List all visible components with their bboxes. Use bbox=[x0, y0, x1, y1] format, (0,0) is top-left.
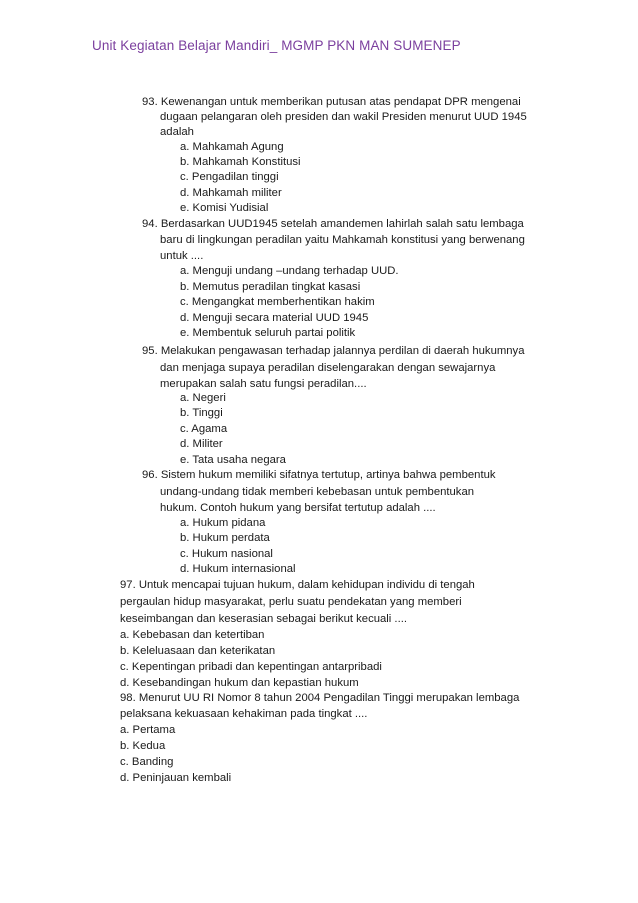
question-93-line: 93. Kewenangan untuk memberikan putusan atas pendapat DPR mengenai bbox=[142, 96, 521, 108]
question-93-line: adalah bbox=[160, 126, 194, 138]
question-96-option: b. Hukum perdata bbox=[180, 532, 270, 544]
question-96-option: c. Hukum nasional bbox=[180, 548, 273, 560]
question-95-option: c. Agama bbox=[180, 423, 228, 435]
question-94-option: c. Mengangkat memberhentikan hakim bbox=[180, 296, 375, 308]
question-95-option: a. Negeri bbox=[180, 392, 226, 404]
question-97-option: c. Kepentingan pribadi dan kepentingan antarpribadi bbox=[120, 661, 382, 673]
question-94-option: e. Membentuk seluruh partai politik bbox=[180, 327, 356, 339]
question-94-option: d. Menguji secara material UUD 1945 bbox=[180, 312, 369, 324]
question-98-option: c. Banding bbox=[120, 756, 174, 768]
question-94-option: b. Memutus peradilan tingkat kasasi bbox=[180, 281, 361, 293]
question-97-line: 97. Untuk mencapai tujuan hukum, dalam kehidupan individu di tengah bbox=[120, 579, 475, 591]
question-96-line: 96. Sistem hukum memiliki sifatnya tertutup, artinya bahwa pembentuk bbox=[142, 469, 496, 481]
question-98-option: a. Pertama bbox=[120, 724, 176, 736]
question-95-line: 95. Melakukan pengawasan terhadap jalannya perdilan di daerah hukumnya bbox=[142, 345, 525, 357]
question-97-line: keseimbangan dan keserasian sebagai berikut kecuali .... bbox=[120, 613, 407, 625]
question-96-line: undang-undang tidak memberi kebebasan untuk pembentukan bbox=[160, 486, 475, 498]
question-93-option: c. Pengadilan tinggi bbox=[180, 171, 279, 183]
question-93-option: d. Mahkamah militer bbox=[180, 187, 282, 199]
question-97-option: b. Keleluasaan dan keterikatan bbox=[120, 645, 276, 657]
question-93-line: dugaan pelangaran oleh presiden dan wakil Presiden menurut UUD 1945 bbox=[160, 111, 527, 123]
question-96-line: hukum. Contoh hukum yang bersifat tertutup adalah .... bbox=[160, 502, 436, 514]
question-93-option: b. Mahkamah Konstitusi bbox=[180, 156, 301, 168]
question-93-option: e. Komisi Yudisial bbox=[180, 202, 269, 214]
question-94-line: 94. Berdasarkan UUD1945 setelah amandemen lahirlah salah satu lembaga bbox=[142, 218, 524, 230]
question-95-option: d. Militer bbox=[180, 438, 223, 450]
question-94-line: baru di lingkungan peradilan yaitu Mahkamah konstitusi yang berwenang bbox=[160, 234, 525, 246]
question-97-option: d. Kesebandingan hukum dan kepastian hukum bbox=[120, 677, 359, 689]
question-96-option: d. Hukum internasional bbox=[180, 563, 296, 575]
question-95-option: b. Tinggi bbox=[180, 407, 223, 419]
question-98-option: b. Kedua bbox=[120, 740, 166, 752]
question-97-line: pergaulan hidup masyarakat, perlu suatu pendekatan yang memberi bbox=[120, 596, 462, 608]
question-95-line: merupakan salah satu fungsi peradilan.... bbox=[160, 378, 367, 390]
page-header: Unit Kegiatan Belajar Mandiri_ MGMP PKN MAN SUMENEP bbox=[92, 38, 461, 53]
question-98-line: 98. Menurut UU RI Nomor 8 tahun 2004 Pengadilan Tinggi merupakan lembaga bbox=[120, 692, 520, 704]
question-95-option: e. Tata usaha negara bbox=[180, 454, 286, 466]
question-96-option: a. Hukum pidana bbox=[180, 517, 266, 529]
question-98-option: d. Peninjauan kembali bbox=[120, 772, 232, 784]
question-94-option: a. Menguji undang –undang terhadap UUD. bbox=[180, 265, 399, 277]
question-98-line: pelaksana kekuasaan kehakiman pada tingkat .... bbox=[120, 708, 368, 720]
question-97-option: a. Kebebasan dan ketertiban bbox=[120, 629, 265, 641]
question-95-line: dan menjaga supaya peradilan diselengarakan dengan sewajarnya bbox=[160, 362, 496, 374]
question-93-option: a. Mahkamah Agung bbox=[180, 141, 284, 153]
question-94-line: untuk .... bbox=[160, 250, 204, 262]
